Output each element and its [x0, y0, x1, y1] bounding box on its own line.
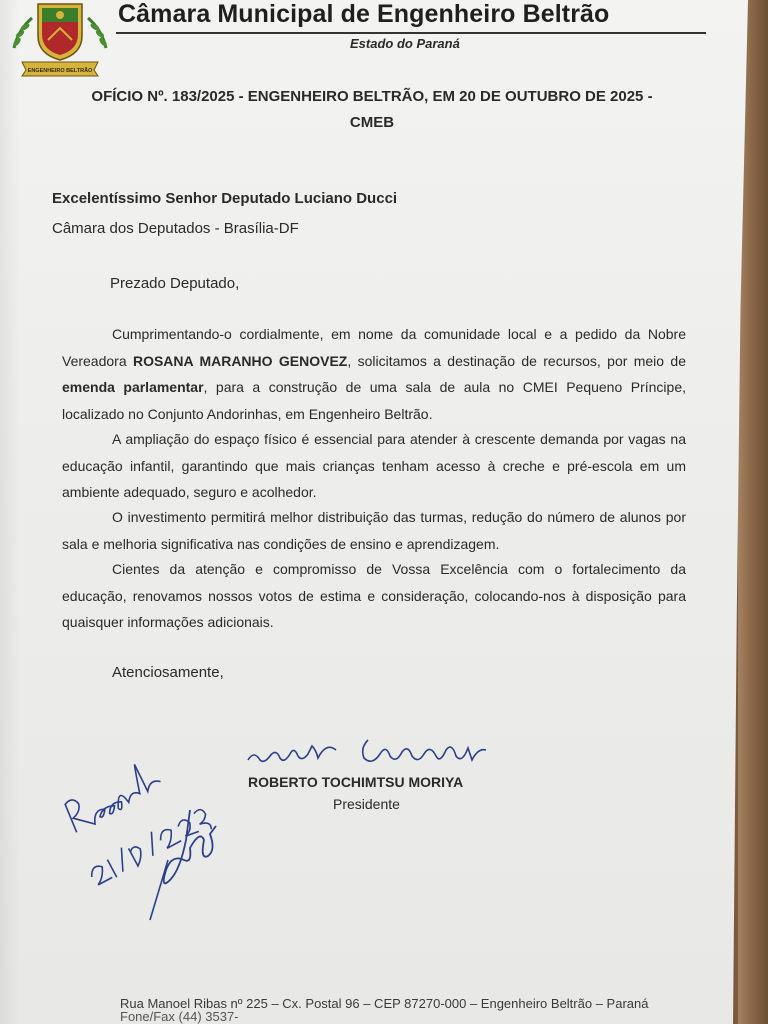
chamber-title: Câmara Municipal de Engenheiro Beltrão [118, 0, 610, 28]
footer-address: Rua Manoel Ribas nº 225 – Cx. Postal 96 – CEP 87270-000 – Engenheiro Beltrão – Paraná [120, 996, 649, 1011]
addressee-organization: Câmara dos Deputados - Brasília-DF [52, 220, 299, 237]
svg-text:ENGENHEIRO BELTRÃO: ENGENHEIRO BELTRÃO [27, 68, 93, 74]
closing: Atenciosamente, [112, 664, 224, 681]
salutation: Prezado Deputado, [110, 275, 240, 292]
p1-text-c: , solicitamos a destinação de recursos, por meio de [347, 352, 686, 369]
footer-contact-cropped [120, 1009, 340, 1024]
body-paragraph-2: A ampliação do espaço físico é essencial para atender à crescente demanda por vagas na educação infantil, garantindo que mais crianças tenham acesso à creche e pré-escola em um ambiente adequado, seguro e acolhedor. [62, 431, 686, 500]
p1-text-e: , para a construção de uma sala de aula no CMEI Pequeno Príncipe, localizado no Conjunto Andorinhas, em Engenheiro Beltrão. [62, 379, 686, 422]
addressee-name: Excelentíssimo Senhor Deputado Luciano Ducci [52, 190, 398, 207]
oficio-line-1: OFÍCIO Nº. 183/2025 - ENGENHEIRO BELTRÃO, EM 20 DE OUTUBRO DE 2025 - [91, 88, 653, 105]
header-rule [116, 32, 706, 34]
oficio-line-2: CMEB [349, 114, 395, 131]
signer-role: Presidente [333, 796, 400, 812]
body-paragraph-1 [62, 321, 686, 427]
footer-contact: Fone/Fax (44) 3537- [120, 1009, 239, 1024]
paper-shadow [0, 0, 20, 1024]
received-handwritten-note [40, 730, 240, 930]
state-subtitle: Estado do Paraná [350, 36, 460, 51]
councilwoman-name: ROSANA MARANHO GENOVEZ [132, 352, 348, 369]
president-signature [240, 720, 500, 775]
emenda-term: emenda parlamentar [62, 379, 204, 395]
signer-name: ROBERTO TOCHIMTSU MORIYA [248, 774, 464, 790]
coat-of-arms-logo [8, 0, 112, 78]
oficio-heading [52, 84, 692, 136]
body-paragraph-3: O investimento permitirá melhor distribuição das turmas, redução do número de alunos por sala e melhoria significativa nas condições de ensino e aprendizagem. [62, 509, 686, 552]
body-paragraph-4: Cientes da atenção e compromisso de Vossa Excelência com o fortalecimento da educação, renovamos nossos votos de estima e consideração, colocando-nos à disposição para quaisquer informações adicionais. [62, 561, 686, 630]
p1-text-a: Cumprimentando-o cordialmente, em nome da comunidade local e a pedido da Nobre Vereadora [62, 326, 686, 369]
